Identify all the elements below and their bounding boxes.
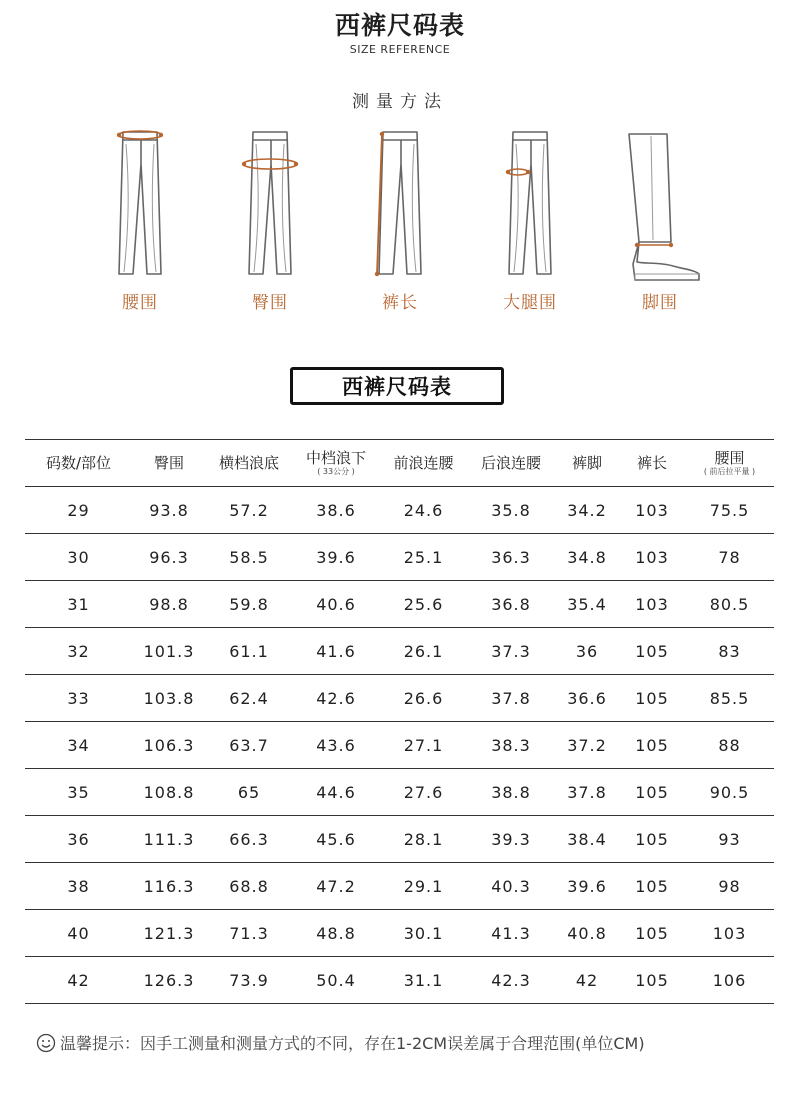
table-cell: 36	[555, 628, 619, 675]
table-cell: 85.5	[685, 675, 774, 722]
table-cell: 111.3	[132, 816, 206, 863]
table-cell: 31	[25, 581, 132, 628]
table-cell: 38.8	[467, 769, 555, 816]
column-header-label: 臀围	[153, 453, 184, 472]
figure-waist	[75, 120, 205, 320]
table-cell: 39.3	[467, 816, 555, 863]
table-cell: 37.3	[467, 628, 555, 675]
figure-length	[335, 120, 465, 320]
table-cell: 105	[619, 769, 685, 816]
column-header-label: 裤长	[636, 453, 667, 472]
table-cell: 105	[619, 957, 685, 1004]
table-row	[25, 910, 774, 957]
table-cell: 36.3	[467, 534, 555, 581]
table-row	[25, 816, 774, 863]
column-header	[685, 440, 774, 487]
table-cell: 26.6	[380, 675, 467, 722]
table-title-box: 西裤尺码表	[290, 367, 504, 405]
table-cell: 59.8	[206, 581, 292, 628]
table-cell: 34.2	[555, 487, 619, 534]
column-header-label: 前浪连腰	[393, 453, 454, 472]
table-cell: 78	[685, 534, 774, 581]
figure-label-hip: 臀围	[252, 293, 288, 313]
table-row	[25, 628, 774, 675]
table-cell: 42.3	[467, 957, 555, 1004]
column-header	[132, 440, 206, 487]
table-row	[25, 957, 774, 1004]
pants-hem-shoe-icon	[615, 124, 705, 284]
table-cell: 29.1	[380, 863, 467, 910]
table-cell: 42	[555, 957, 619, 1004]
table-cell: 50.4	[292, 957, 380, 1004]
column-header	[555, 440, 619, 487]
column-header-label: 后浪连腰	[480, 453, 541, 472]
table-cell: 116.3	[132, 863, 206, 910]
table-cell: 47.2	[292, 863, 380, 910]
table-row	[25, 722, 774, 769]
table-cell: 108.8	[132, 769, 206, 816]
column-header-note: ( 前后拉平量 )	[703, 466, 756, 476]
table-cell: 37.8	[467, 675, 555, 722]
table-cell: 31.1	[380, 957, 467, 1004]
column-header-label: 码数/部位	[45, 453, 112, 472]
footer-text: 温馨提示：因手工测量和测量方式的不同，存在1-2CM误差属于合理范围(单位CM)	[60, 1034, 645, 1053]
pants-thigh-icon	[485, 124, 575, 284]
table-cell: 32	[25, 628, 132, 675]
table-cell: 35.8	[467, 487, 555, 534]
table-cell: 40.6	[292, 581, 380, 628]
measurement-figures	[75, 120, 725, 320]
table-cell: 48.8	[292, 910, 380, 957]
table-cell: 58.5	[206, 534, 292, 581]
table-cell: 40.3	[467, 863, 555, 910]
table-cell: 105	[619, 910, 685, 957]
table-row	[25, 487, 774, 534]
table-cell: 37.8	[555, 769, 619, 816]
table-cell: 38.4	[555, 816, 619, 863]
pants-length-icon	[355, 124, 445, 284]
table-cell: 105	[619, 628, 685, 675]
table-cell: 68.8	[206, 863, 292, 910]
table-cell: 101.3	[132, 628, 206, 675]
table-cell: 26.1	[380, 628, 467, 675]
table-cell: 41.3	[467, 910, 555, 957]
table-cell: 88	[685, 722, 774, 769]
table-cell: 98.8	[132, 581, 206, 628]
table-cell: 66.3	[206, 816, 292, 863]
table-row	[25, 863, 774, 910]
table-cell: 121.3	[132, 910, 206, 957]
table-cell: 103	[619, 487, 685, 534]
table-cell: 75.5	[685, 487, 774, 534]
column-header	[380, 440, 467, 487]
table-cell: 40.8	[555, 910, 619, 957]
table-cell: 103	[619, 534, 685, 581]
table-cell: 105	[619, 816, 685, 863]
figure-hem	[595, 120, 725, 320]
table-body	[25, 487, 774, 1004]
table-cell: 29	[25, 487, 132, 534]
table-cell: 63.7	[206, 722, 292, 769]
table-cell: 93.8	[132, 487, 206, 534]
table-cell: 105	[619, 722, 685, 769]
footer-note	[36, 1031, 776, 1057]
table-cell: 30.1	[380, 910, 467, 957]
figure-hip	[205, 120, 335, 320]
table-header-row	[25, 440, 774, 487]
table-cell: 98	[685, 863, 774, 910]
column-header-note: ( 33公分 )	[317, 466, 355, 476]
column-header-label: 腰围	[714, 448, 745, 467]
page-title: 西裤尺码表	[334, 11, 465, 40]
column-header	[467, 440, 555, 487]
table-cell: 44.6	[292, 769, 380, 816]
table-row	[25, 769, 774, 816]
table-cell: 39.6	[292, 534, 380, 581]
table-cell: 96.3	[132, 534, 206, 581]
table-cell: 28.1	[380, 816, 467, 863]
table-cell: 36.6	[555, 675, 619, 722]
figure-label-hem: 脚围	[642, 293, 678, 313]
table-cell: 30	[25, 534, 132, 581]
table-cell: 80.5	[685, 581, 774, 628]
column-header-label: 中档浪下	[305, 448, 366, 467]
smile-icon	[36, 1033, 56, 1057]
table-cell: 103.8	[132, 675, 206, 722]
table-cell: 83	[685, 628, 774, 675]
table-cell: 105	[619, 863, 685, 910]
column-header	[619, 440, 685, 487]
figure-thigh	[465, 120, 595, 320]
column-header	[206, 440, 292, 487]
table-cell: 103	[619, 581, 685, 628]
table-cell: 73.9	[206, 957, 292, 1004]
figure-label-waist: 腰围	[122, 293, 158, 313]
table-cell: 37.2	[555, 722, 619, 769]
pants-hip-icon	[225, 124, 315, 284]
table-cell: 24.6	[380, 487, 467, 534]
figure-label-length: 裤长	[382, 293, 418, 313]
table-cell: 36	[25, 816, 132, 863]
table-cell: 65	[206, 769, 292, 816]
table-cell: 105	[619, 675, 685, 722]
table-cell: 38	[25, 863, 132, 910]
table-cell: 38.6	[292, 487, 380, 534]
table-cell: 106	[685, 957, 774, 1004]
pants-waist-icon	[95, 124, 185, 284]
measurement-method-heading: 测量方法	[352, 92, 448, 112]
table-cell: 39.6	[555, 863, 619, 910]
table-cell: 40	[25, 910, 132, 957]
column-header	[292, 440, 380, 487]
table-cell: 45.6	[292, 816, 380, 863]
table-cell: 57.2	[206, 487, 292, 534]
table-cell: 42.6	[292, 675, 380, 722]
table-cell: 61.1	[206, 628, 292, 675]
table-cell: 90.5	[685, 769, 774, 816]
table-cell: 106.3	[132, 722, 206, 769]
column-header-label: 裤脚	[571, 453, 602, 472]
table-cell: 34.8	[555, 534, 619, 581]
table-cell: 35	[25, 769, 132, 816]
table-cell: 25.6	[380, 581, 467, 628]
column-header	[25, 440, 132, 487]
table-row	[25, 534, 774, 581]
table-cell: 25.1	[380, 534, 467, 581]
table-cell: 126.3	[132, 957, 206, 1004]
table-cell: 71.3	[206, 910, 292, 957]
table-cell: 27.1	[380, 722, 467, 769]
table-cell: 36.8	[467, 581, 555, 628]
table-cell: 33	[25, 675, 132, 722]
table-cell: 42	[25, 957, 132, 1004]
table-cell: 34	[25, 722, 132, 769]
table-cell: 38.3	[467, 722, 555, 769]
size-table	[25, 439, 774, 1004]
table-cell: 93	[685, 816, 774, 863]
table-cell: 41.6	[292, 628, 380, 675]
table-cell: 103	[685, 910, 774, 957]
page-subtitle: SIZE REFERENCE	[349, 43, 451, 56]
table-cell: 43.6	[292, 722, 380, 769]
table-cell: 35.4	[555, 581, 619, 628]
table-cell: 27.6	[380, 769, 467, 816]
column-header-label: 横档浪底	[218, 453, 279, 472]
table-row	[25, 581, 774, 628]
figure-label-thigh: 大腿围	[503, 293, 557, 313]
table-row	[25, 675, 774, 722]
table-cell: 62.4	[206, 675, 292, 722]
